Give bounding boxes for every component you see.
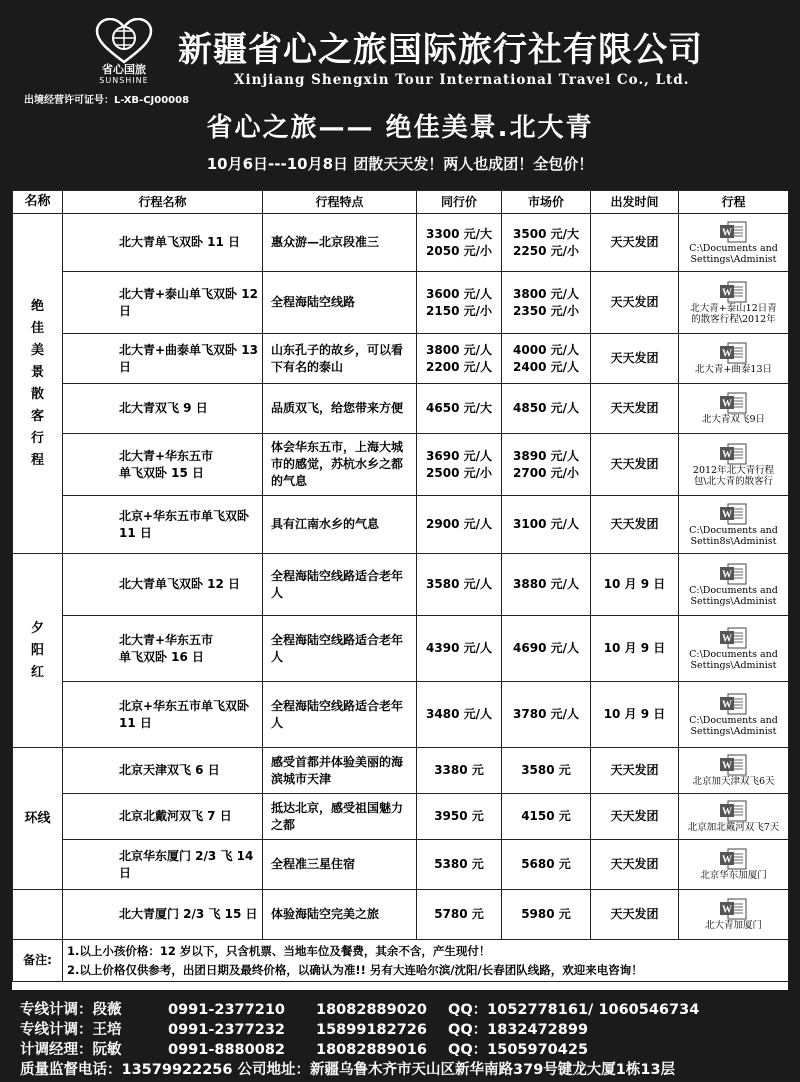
footer <box>0 992 800 1082</box>
header-peer-price: 同行价 <box>417 191 502 214</box>
departure-cell: 天天发团 <box>591 214 679 272</box>
contact-phone: 0991-2377232 <box>168 1022 285 1038</box>
table-header-row <box>13 191 789 214</box>
word-document-icon <box>719 281 749 303</box>
market-price-cell: 4850 元/人 <box>502 384 591 434</box>
route-name-cell: 北京+华东五市单飞双卧 11 日 <box>63 682 263 748</box>
route-name-cell: 北大青+华东五市 单飞双卧 15 日 <box>63 434 263 496</box>
table-row <box>13 272 789 334</box>
company-logo <box>84 18 164 92</box>
word-document-icon <box>719 221 749 243</box>
peer-price-cell: 3300 元/大 2050 元/小 <box>417 214 502 272</box>
feature-cell: 全程海陆空线路适合老年人 <box>263 554 417 616</box>
departure-cell: 天天发团 <box>591 434 679 496</box>
table-row <box>13 554 789 616</box>
route-name-cell: 北大青单飞双卧 11 日 <box>63 214 263 272</box>
doc-filename: C:\Documents and Settings\Administ <box>689 648 778 671</box>
doc-filename: C:\Documents and Settings\Administ <box>689 242 778 265</box>
itinerary-doc-cell[interactable] <box>679 794 789 840</box>
svg-text:W: W <box>721 287 732 298</box>
heart-globe-icon <box>95 18 153 64</box>
feature-cell: 全程海陆空线路 <box>263 272 417 334</box>
svg-text:W: W <box>721 509 732 520</box>
word-document-icon <box>719 342 749 364</box>
slogan: 省心之旅—— 绝佳美景.北大青 <box>206 113 594 143</box>
itinerary-doc-cell[interactable] <box>679 554 789 616</box>
peer-price-cell: 3690 元/人 2500 元/小 <box>417 434 502 496</box>
license-number: 出境经营许可证号：L-XB-CJ00008 <box>24 95 190 106</box>
header-feature: 行程特点 <box>263 191 417 214</box>
doc-filename: 北大青加厦门 <box>704 920 762 931</box>
market-price-cell: 3800 元/人 2350 元/小 <box>502 272 591 334</box>
contact-phone: 0991-2377210 <box>168 1002 285 1018</box>
word-document-icon <box>719 503 749 525</box>
doc-filename: 北大青+泰山12日青 的散客行程\2012年 <box>690 302 777 325</box>
company-name-english: Xinjiang Shengxin Tour International Travel Co., Ltd. <box>234 72 690 88</box>
itinerary-doc-cell[interactable] <box>679 890 789 940</box>
route-name-cell: 北京北戴河双飞 7 日 <box>63 794 263 840</box>
doc-filename: 北京华东加厦门 <box>700 870 767 881</box>
feature-cell: 抵达北京，感受祖国魅力之都 <box>263 794 417 840</box>
company-name-chinese: 新疆省心之旅国际旅行社有限公司 <box>178 30 703 70</box>
peer-price-cell: 3800 元/人 2200 元/人 <box>417 334 502 384</box>
market-price-cell: 3580 元 <box>502 748 591 794</box>
departure-cell: 天天发团 <box>591 794 679 840</box>
table-body <box>13 214 789 982</box>
contact-row <box>20 998 699 1019</box>
tour-dates: 10月6日---10月8日 团散天天发！两人也成团！全包价！ <box>206 155 594 173</box>
category-cell <box>13 890 63 940</box>
feature-cell: 全程准三星住宿 <box>263 840 417 890</box>
peer-price-cell: 5780 元 <box>417 890 502 940</box>
notes-label: 备注: <box>13 940 63 982</box>
header-route-name: 行程名称 <box>63 191 263 214</box>
header-departure: 出发时间 <box>591 191 679 214</box>
category-cell: 环线 <box>13 748 63 890</box>
note-line: 1.以上小孩价格：12 岁以下，只含机票、当地车位及餐费，其余不含，产生现付！ <box>67 943 491 958</box>
market-price-cell: 4000 元/人 2400 元/人 <box>502 334 591 384</box>
word-document-icon <box>719 693 749 715</box>
feature-cell: 体会华东五市，上海大城市的感觉，苏杭水乡之都的气息 <box>263 434 417 496</box>
route-name-cell: 北大青单飞双卧 12 日 <box>63 554 263 616</box>
table-row <box>13 334 789 384</box>
table-row <box>13 890 789 940</box>
note-line: 2.以上价格仅供参考，出团日期及最终价格，以确认为准!! 另有大连哈尔滨/沈阳/长春团队线路，欢迎来电咨询！ <box>67 962 643 977</box>
feature-cell: 山东孔子的故乡，可以看下有名的泰山 <box>263 334 417 384</box>
word-document-icon <box>719 627 749 649</box>
route-name-cell: 北京+华东五市单飞双卧 11 日 <box>63 496 263 554</box>
departure-cell: 天天发团 <box>591 384 679 434</box>
departure-cell: 天天发团 <box>591 840 679 890</box>
peer-price-cell: 3580 元/人 <box>417 554 502 616</box>
header-market-price: 市场价 <box>502 191 591 214</box>
svg-text:W: W <box>721 227 732 238</box>
svg-text:W: W <box>721 633 732 644</box>
table-row <box>13 682 789 748</box>
word-document-icon <box>719 563 749 585</box>
notes-row <box>13 940 789 982</box>
word-document-icon <box>719 898 749 920</box>
route-name-cell: 北大青+泰山单飞双卧 12 日 <box>63 272 263 334</box>
header <box>0 0 800 190</box>
departure-cell: 天天发团 <box>591 890 679 940</box>
market-price-cell: 4690 元/人 <box>502 616 591 682</box>
word-document-icon <box>719 392 749 414</box>
footer-address-line: 质量监督电话：13579922256 公司地址：新疆乌鲁木齐市天山区新华南路379号键龙大厦1栋13层 <box>20 1062 676 1078</box>
category-cell: 夕 阳 红 <box>13 554 63 748</box>
departure-cell: 10 月 9 日 <box>591 616 679 682</box>
logo-english: SUNSHINE <box>99 76 149 85</box>
market-price-cell: 3100 元/人 <box>502 496 591 554</box>
market-price-cell: 4150 元 <box>502 794 591 840</box>
peer-price-cell: 4390 元/人 <box>417 616 502 682</box>
table-row <box>13 840 789 890</box>
route-name-cell: 北京华东厦门 2/3 飞 14 日 <box>63 840 263 890</box>
contact-mobile: 18082889016 <box>316 1042 427 1058</box>
doc-filename: 北京加天津双飞6天 <box>692 776 775 787</box>
notes-text <box>63 940 789 982</box>
itinerary-doc-cell[interactable] <box>679 616 789 682</box>
market-price-cell: 3890 元/人 2700 元/小 <box>502 434 591 496</box>
contact-row <box>20 1038 588 1059</box>
doc-filename: C:\Documents and Settings\Administ <box>689 584 778 607</box>
feature-cell: 全程海陆空线路适合老年人 <box>263 682 417 748</box>
feature-cell: 全程海陆空线路适合老年人 <box>263 616 417 682</box>
feature-cell: 惠众游—北京段准三 <box>263 214 417 272</box>
svg-text:W: W <box>721 348 732 360</box>
peer-price-cell: 3480 元/人 <box>417 682 502 748</box>
itinerary-doc-cell[interactable] <box>679 214 789 272</box>
route-name-cell: 北大青双飞 9 日 <box>63 384 263 434</box>
table-row <box>13 496 789 554</box>
feature-cell: 具有江南水乡的气息 <box>263 496 417 554</box>
itinerary-doc-cell[interactable] <box>679 682 789 748</box>
market-price-cell: 3880 元/人 <box>502 554 591 616</box>
svg-text:W: W <box>721 806 732 818</box>
doc-filename: 北大青双飞9日 <box>701 414 766 425</box>
peer-price-cell: 4650 元/大 <box>417 384 502 434</box>
category-cell: 绝 佳 美 景 散 客 行 程 <box>13 214 63 554</box>
word-document-icon <box>719 754 749 776</box>
svg-text:W: W <box>721 904 732 916</box>
feature-cell: 品质双飞，给您带来方便 <box>263 384 417 434</box>
contact-qq: QQ：1505970425 <box>448 1042 589 1058</box>
contact-label: 专线计调：段薇 <box>20 1002 122 1018</box>
departure-cell: 天天发团 <box>591 272 679 334</box>
logo-chinese: 省心国旅 <box>102 63 146 76</box>
contact-phone: 0991-8880082 <box>168 1042 285 1058</box>
contact-label: 计调经理：阮敏 <box>20 1042 122 1058</box>
itinerary-doc-cell[interactable] <box>679 496 789 554</box>
contact-mobile: 15899182726 <box>316 1022 427 1038</box>
market-price-cell: 3500 元/大 2250 元/小 <box>502 214 591 272</box>
contact-label: 专线计调：王培 <box>20 1022 122 1038</box>
svg-text:W: W <box>721 760 732 772</box>
market-price-cell: 3780 元/人 <box>502 682 591 748</box>
feature-cell: 感受首都并体验美丽的海滨城市天津 <box>263 748 417 794</box>
itinerary-doc-cell[interactable] <box>679 334 789 384</box>
departure-cell: 天天发团 <box>591 496 679 554</box>
contact-row <box>20 1018 588 1039</box>
doc-filename: 北京加北戴河双飞7天 <box>687 822 780 833</box>
svg-text:W: W <box>721 398 732 410</box>
word-document-icon <box>719 848 749 870</box>
svg-text:W: W <box>721 699 732 710</box>
feature-cell: 体验海陆空完美之旅 <box>263 890 417 940</box>
market-price-cell: 5980 元 <box>502 890 591 940</box>
departure-cell: 天天发团 <box>591 748 679 794</box>
departure-cell: 10 月 9 日 <box>591 682 679 748</box>
svg-text:W: W <box>721 854 732 866</box>
itinerary-table-container <box>12 190 788 990</box>
table-row <box>13 794 789 840</box>
word-document-icon <box>719 800 749 822</box>
itinerary-doc-cell[interactable] <box>679 434 789 496</box>
peer-price-cell: 2900 元/人 <box>417 496 502 554</box>
itinerary-doc-cell[interactable] <box>679 272 789 334</box>
svg-text:W: W <box>721 449 732 460</box>
svg-text:W: W <box>721 569 732 580</box>
peer-price-cell: 3380 元 <box>417 748 502 794</box>
header-category: 名称 <box>13 191 63 214</box>
doc-filename: C:\Documents and Settings\Administ <box>689 714 778 737</box>
route-name-cell: 北大青厦门 2/3 飞 15 日 <box>63 890 263 940</box>
itinerary-doc-cell[interactable] <box>679 384 789 434</box>
departure-cell: 10 月 9 日 <box>591 554 679 616</box>
contact-qq: QQ：1832472899 <box>448 1022 589 1038</box>
route-name-cell: 北大青+曲泰单飞双卧 13 日 <box>63 334 263 384</box>
itinerary-doc-cell[interactable] <box>679 840 789 890</box>
peer-price-cell: 5380 元 <box>417 840 502 890</box>
doc-filename: 2012年北大青行程 包\北大青的散客行 <box>692 464 775 487</box>
itinerary-table <box>12 190 789 982</box>
peer-price-cell: 3600 元/人 2150 元/小 <box>417 272 502 334</box>
table-row <box>13 384 789 434</box>
itinerary-doc-cell[interactable] <box>679 748 789 794</box>
market-price-cell: 5680 元 <box>502 840 591 890</box>
route-name-cell: 北大青+华东五市 单飞双卧 16 日 <box>63 616 263 682</box>
table-row <box>13 214 789 272</box>
contact-mobile: 18082889020 <box>316 1002 427 1018</box>
table-row <box>13 434 789 496</box>
contact-qq: QQ：1052778161/ 1060546734 <box>448 1002 700 1018</box>
table-row <box>13 616 789 682</box>
doc-filename: 北大青+曲泰13日 <box>694 364 773 375</box>
route-name-cell: 北京天津双飞 6 日 <box>63 748 263 794</box>
peer-price-cell: 3950 元 <box>417 794 502 840</box>
departure-cell: 天天发团 <box>591 334 679 384</box>
header-itinerary-doc: 行程 <box>679 191 789 214</box>
doc-filename: C:\Documents and Settin8s\Administ <box>689 524 778 547</box>
word-document-icon <box>719 443 749 465</box>
table-row <box>13 748 789 794</box>
